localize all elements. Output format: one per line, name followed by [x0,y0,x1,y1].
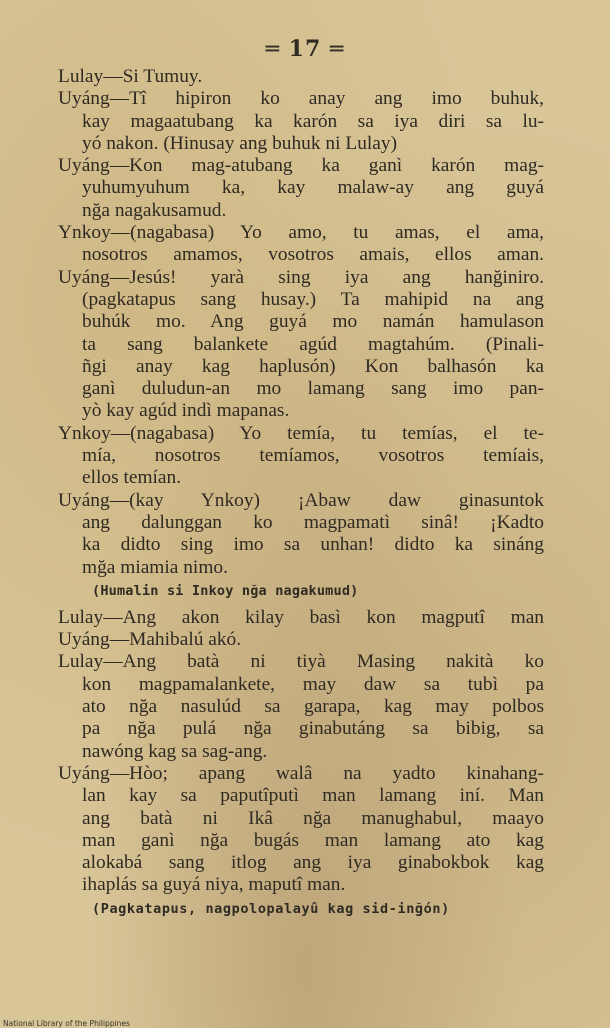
text-line: nğa nagakusamud. [82,199,227,221]
text-line: alokabá sang itlog ang iya ginabokbok kag [82,852,544,874]
text-line: ta sang balankete agúd magtahúm. (Pinali- [82,333,544,355]
text-line: Uyáng—Kon mag-atubang ka ganì karón mag- [58,155,544,177]
text-line: (pagkatapus sang husay.) Ta mahipid na ang [82,288,544,310]
text-line: kay magaatubang ka karón sa iya diri sa lu- [82,110,544,132]
text-line: kon magpamalankete, may daw sa tubì pa [82,673,544,695]
library-credit: National Library of the Philippines [3,1019,130,1028]
text-line: ang batà ni Ikâ nğa manughabul, maayo [82,807,544,829]
text-line: yuhumyuhum ka, kay malaw-ay ang guyá [82,177,544,199]
text-line: Uyáng—Jesús! yarà sing iya ang hanğiniro. [58,266,544,288]
text-line: Lulay—Ang akon kilay basì kon magputî man [58,606,544,628]
body-text [58,66,544,922]
text-line: ellos temían. [82,467,182,489]
page-number: ═ 17 ═ [265,36,345,62]
text-line: Ynkoy—(nagabasa) Yo temía, tu temías, el te- [58,422,544,444]
text-line: ñgi anay kag haplusón) Kon balhasón ka [82,355,544,377]
text-line: man ganì nğa bugás man lamang ato kag [82,829,544,851]
text-line: yó nakon. (Hinusay ang buhuk ni Lulay) [82,132,398,154]
text-line: Uyáng—Hòo; apang walâ na yadto kinahang- [58,762,544,784]
text-line: nosotros amamos, vosotros amais, ellos aman. [82,244,544,266]
text-line: ang dalunggan ko magpamatì sinâ! ¡Kadto [82,511,544,533]
text-line: yò kay agúd indì mapanas. [82,400,290,422]
text-line: lan kay sa paputîputì man lamang iní. Man [82,785,544,807]
text-line: ka didto sing imo sa unhan! didto ka sináng [82,534,544,556]
text-line: mía, nosotros temíamos, vosotros temíais, [82,445,544,467]
text-line: nawóng kag sa sag-ang. [82,740,268,762]
text-line: Lulay—Ang batà ni tiyà Masing nakità ko [58,651,544,673]
text-line: pa nğa pulá nğa ginabutáng sa bibig, sa [82,718,544,740]
text-line: buhúk mo. Ang guyá mo namán hamulason [82,311,544,333]
stage-direction: (Pagkatapus, nagpolopalayû kag sid-inğón) [92,900,450,917]
text-line: Uyáng—Tî hipiron ko anay ang imo buhuk, [58,88,544,110]
text-line: Ynkoy—(nagabasa) Yo amo, tu amas, el ama, [58,222,544,244]
text-line: Uyáng—Mahibalú akó. [58,629,242,651]
stage-direction: (Humalin si Inkoy nğa nagakumud) [92,582,359,599]
text-line: ganì duludun-an mo lamang sang imo pan- [82,378,544,400]
text-line: Uyáng—(kay Ynkoy) ¡Abaw daw ginasuntok [58,489,544,511]
text-line: Lulay—Si Tumuy. [58,66,203,87]
text-line: ihaplás sa guyá niya, maputî man. [82,874,346,896]
text-line: mğa miamia nimo. [82,556,228,578]
text-line: ato nğa nasulúd sa garapa, kag may polbos [82,696,544,718]
